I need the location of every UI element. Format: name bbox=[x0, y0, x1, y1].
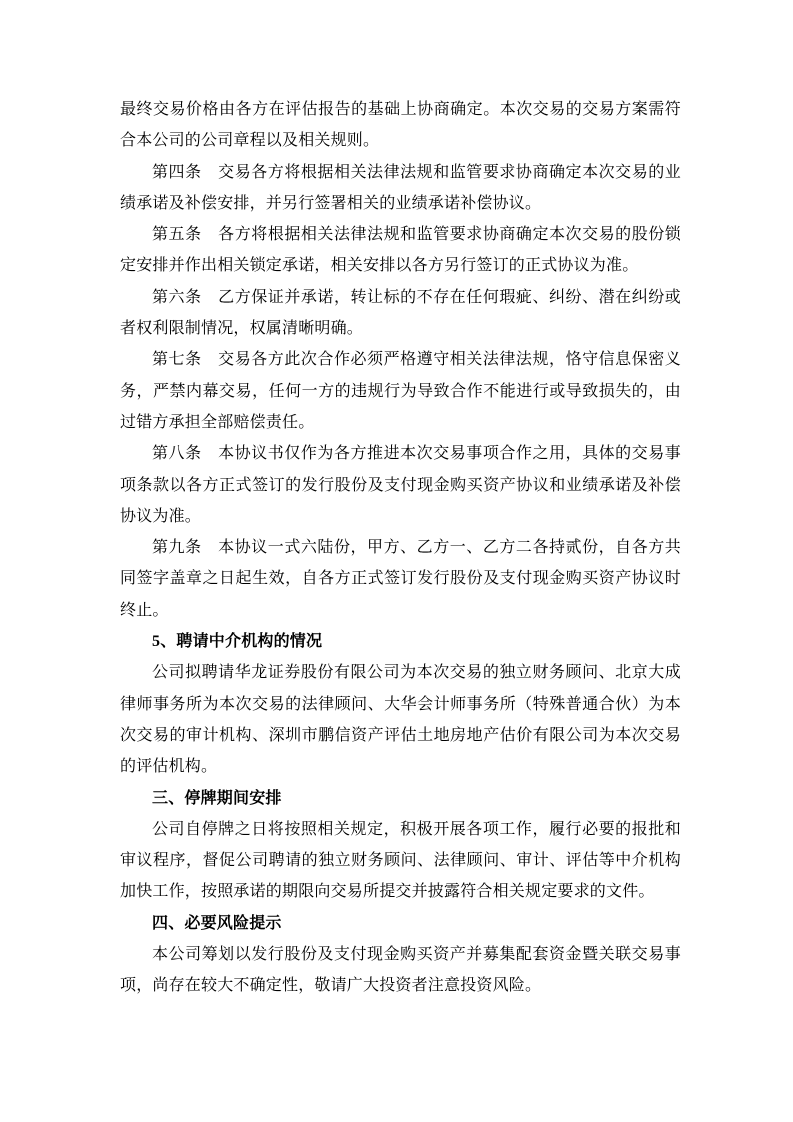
document-body bbox=[120, 94, 681, 1002]
paragraph: 第六条 乙方保证并承诺，转让标的不存在任何瑕疵、纠纷、潜在纠纷或者权利限制情况，权属清晰明确。 bbox=[120, 288, 681, 338]
section-heading: 5、聘请中介机构的情况 bbox=[152, 633, 323, 651]
paragraph: 第四条 交易各方将根据相关法律法规和监管要求协商确定本次交易的业绩承诺及补偿安排，并另行签署相关的业绩承诺补偿协议。 bbox=[120, 163, 681, 212]
section-heading: 三、停牌期间安排 bbox=[152, 789, 282, 807]
paragraph: 第九条 本协议一式六陆份，甲方、乙方一、乙方二各持贰份，自各方共同签字盖章之日起生效，自各方正式签订发行股份及支付现金购买资产协议时终止。 bbox=[120, 539, 681, 619]
paragraph: 本公司筹划以发行股份及支付现金购买资产并募集配套资金暨关联交易事项，尚存在较大不确定性，敬请广大投资者注意投资风险。 bbox=[120, 946, 681, 995]
paragraph: 第七条 交易各方此次合作必须严格遵守相关法律法规，恪守信息保密义务，严禁内幕交易，任何一方的违规行为导致合作不能进行或导致损失的，由过错方承担全部赔偿责任。 bbox=[120, 351, 681, 431]
paragraph: 第八条 本协议书仅作为各方推进本次交易事项合作之用，具体的交易事项条款以各方正式签订的发行股份及支付现金购买资产协议和业绩承诺及补偿协议为准。 bbox=[120, 445, 681, 525]
paragraph: 第五条 各方将根据相关法律法规和监管要求协商确定本次交易的股份锁定安排并作出相关锁定承诺，相关安排以各方另行签订的正式协议为准。 bbox=[120, 226, 681, 275]
paragraph: 最终交易价格由各方在评估报告的基础上协商确定。本次交易的交易方案需符合本公司的公司章程以及相关规则。 bbox=[120, 101, 681, 150]
paragraph: 公司拟聘请华龙证券股份有限公司为本次交易的独立财务顾问、北京大成律师事务所为本次交易的法律顾问、大华会计师事务所（特殊普通合伙）为本次交易的审计机构、深圳市鹏信资产评估土地房地产估价有限公司为本次交易的评估机构。 bbox=[120, 664, 681, 776]
paragraph: 公司自停牌之日将按照相关规定，积极开展各项工作，履行必要的报批和审议程序，督促公司聘请的独立财务顾问、法律顾问、审计、评估等中介机构加快工作，按照承诺的期限向交易所提交并披露符合相关规定要求的文件。 bbox=[120, 820, 681, 901]
section-heading: 四、必要风险提示 bbox=[152, 914, 282, 932]
